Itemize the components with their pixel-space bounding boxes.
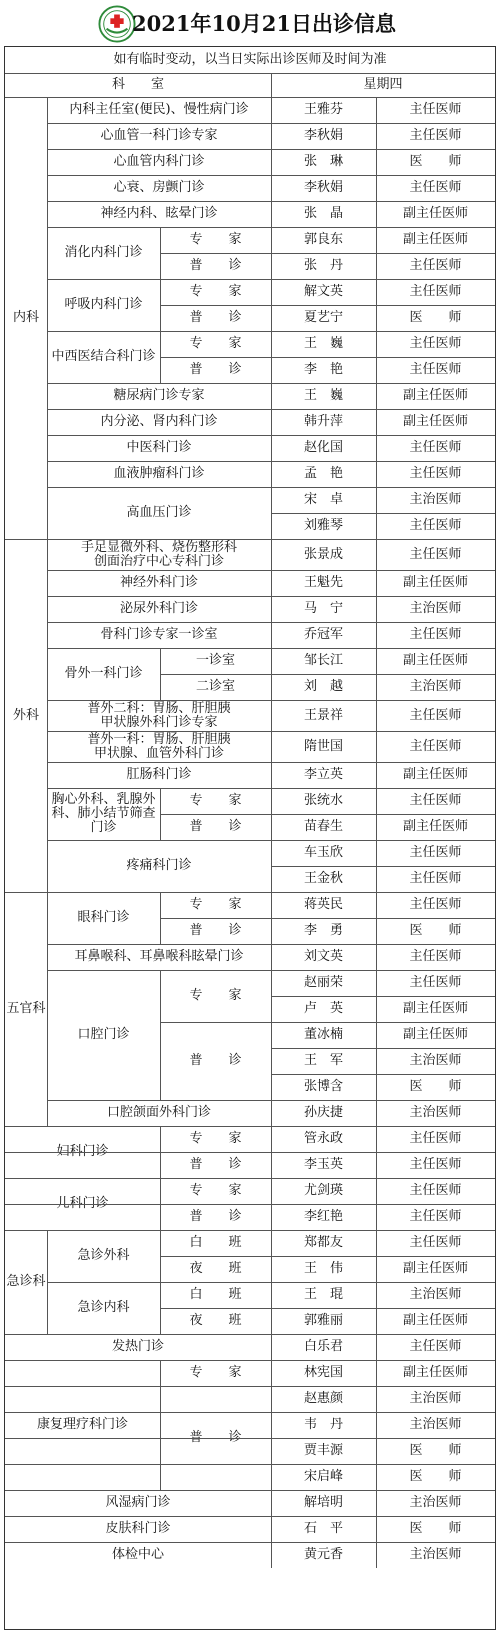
doctor-title: 主任医师	[409, 1157, 462, 1172]
column-divider	[271, 97, 272, 1568]
doctor-name: 王 伟	[303, 1261, 343, 1276]
doctor-name: 王 军	[303, 1053, 343, 1068]
doctor-name: 林宪国	[303, 1365, 343, 1380]
doctor-name: 王 琨	[303, 1287, 343, 1302]
group-label-jizhen: 急诊科	[6, 1274, 46, 1289]
doctor-name: 王 巍	[303, 388, 343, 403]
doctor-name: 管永政	[303, 1131, 343, 1146]
doctor-name: 张景成	[303, 546, 343, 562]
column-divider	[376, 97, 377, 1568]
doctor-name: 郭雅丽	[303, 1313, 343, 1328]
doctor-title: 主任医师	[409, 949, 462, 964]
clinic-name: 神经内科、眩晕门诊	[100, 206, 218, 221]
session-label: 专 家	[189, 1183, 242, 1198]
doctor-name: 郑都友	[303, 1235, 343, 1250]
column-divider	[160, 892, 161, 918]
column-divider	[160, 279, 161, 305]
clinic-name: 心血管内科门诊	[113, 154, 205, 169]
column-divider	[47, 1230, 48, 1334]
doctor-title: 主任医师	[409, 102, 462, 117]
doctor-name: 赵丽荣	[303, 975, 343, 990]
doctor-title: 医 师	[409, 1469, 462, 1484]
session-label: 专 家	[189, 1131, 242, 1146]
doctor-name: 隋世国	[303, 738, 343, 754]
doctor-title: 主任医师	[409, 180, 462, 195]
doctor-name: 苗春生	[303, 819, 343, 834]
doctor-title: 主任医师	[409, 707, 462, 723]
doctor-name: 解培明	[303, 1495, 343, 1510]
group-label-waike: 外科	[12, 707, 39, 723]
clinic-name: 骨外一科门诊	[64, 666, 143, 681]
doctor-title: 副主任医师	[402, 819, 468, 834]
clinic-name: 心衰、房颤门诊	[113, 180, 205, 195]
clinic-name: 泌尿外科门诊	[119, 601, 198, 616]
column-divider	[160, 1308, 161, 1334]
doctor-title: 主治医师	[409, 601, 462, 616]
doctor-name: 韩升萍	[303, 414, 343, 429]
session-label: 普 诊	[189, 819, 242, 834]
session-label: 普 诊	[189, 1053, 242, 1068]
doctor-name: 张博含	[303, 1079, 343, 1094]
session-label: 专 家	[189, 232, 242, 247]
doctor-name: 刘 越	[303, 679, 343, 694]
doctor-title: 副主任医师	[402, 767, 468, 782]
clinic-name: 神经外科门诊	[119, 575, 198, 590]
doctor-title: 主任医师	[409, 258, 462, 273]
doctor-name: 宋 卓	[303, 492, 343, 507]
doctor-name: 尤剑瑛	[303, 1183, 343, 1198]
session-label: 普 诊	[189, 923, 242, 938]
doctor-title: 副主任医师	[402, 1313, 468, 1328]
column-divider	[160, 357, 161, 383]
clinic-name: 眼科门诊	[77, 910, 130, 925]
doctor-name: 李秋娟	[303, 128, 343, 143]
clinic-name: 内分泌、肾内科门诊	[100, 414, 218, 429]
doctor-title: 副主任医师	[402, 232, 468, 247]
doctor-name: 张 丹	[303, 258, 343, 273]
doctor-title: 副主任医师	[402, 1261, 468, 1276]
notice-row: 如有临时变动，以当日实际出诊医师及时间为准	[113, 52, 387, 67]
session-label: 二诊室	[195, 679, 235, 694]
doctor-title: 医 师	[409, 310, 462, 325]
doctor-title: 主治医师	[409, 492, 462, 507]
doctor-title: 医 师	[409, 1443, 462, 1458]
doctor-title: 医 师	[409, 1079, 462, 1094]
doctor-title: 副主任医师	[402, 575, 468, 590]
doctor-name: 李玉英	[303, 1157, 343, 1172]
doctor-name: 王雅芬	[303, 102, 343, 117]
doctor-title: 主治医师	[409, 1053, 462, 1068]
column-divider	[160, 331, 161, 357]
doctor-title: 主任医师	[409, 546, 462, 562]
clinic-name: 消化内科门诊	[64, 245, 143, 260]
doctor-name: 李 勇	[303, 923, 343, 938]
doctor-name: 孟 艳	[303, 466, 343, 481]
doctor-name: 乔冠军	[303, 627, 343, 642]
doctor-title: 主任医师	[409, 336, 462, 351]
doctor-name: 张 晶	[303, 206, 343, 221]
doctor-name: 解文英	[303, 284, 343, 299]
session-label: 夜 班	[189, 1313, 242, 1328]
doctor-name: 贾丰源	[303, 1443, 343, 1458]
doctor-title: 主治医师	[409, 1417, 462, 1432]
doctor-title: 主治医师	[409, 1495, 462, 1510]
doctor-name: 张统水	[303, 793, 343, 808]
column-divider	[160, 788, 161, 814]
doctor-name: 韦 丹	[303, 1417, 343, 1432]
column-divider	[160, 253, 161, 279]
doctor-title: 主治医师	[409, 1287, 462, 1302]
clinic-name: 糖尿病门诊专家	[113, 388, 205, 403]
session-label: 普 诊	[189, 1430, 242, 1445]
doctor-title: 主任医师	[409, 128, 462, 143]
doctor-title: 主任医师	[409, 518, 462, 533]
clinic-name: 血液肿瘤科门诊	[113, 466, 205, 481]
doctor-name: 刘雅琴	[303, 518, 343, 533]
column-divider	[160, 970, 161, 1022]
doctor-name: 白乐君	[303, 1339, 343, 1354]
doctor-title: 主治医师	[409, 1391, 462, 1406]
clinic-name: 儿科门诊	[56, 1196, 109, 1211]
clinic-name: 耳鼻喉科、耳鼻喉科眩晕门诊	[74, 949, 244, 964]
clinic-name: 急诊内科	[77, 1300, 130, 1315]
column-header-dept: 科 室	[111, 77, 164, 92]
doctor-name: 郭良东	[303, 232, 343, 247]
doctor-name: 卢 英	[303, 1001, 343, 1016]
doctor-title: 主治医师	[409, 1105, 462, 1120]
doctor-title: 主任医师	[409, 1131, 462, 1146]
clinic-name: 呼吸内科门诊	[64, 297, 143, 312]
doctor-title: 主任医师	[409, 284, 462, 299]
column-divider	[160, 1360, 161, 1386]
session-label: 专 家	[189, 793, 242, 808]
session-label: 夜 班	[189, 1261, 242, 1276]
doctor-name: 石 平	[303, 1521, 343, 1536]
doctor-name: 赵惠颜	[303, 1391, 343, 1406]
clinic-name: 口腔颌面外科门诊	[106, 1105, 211, 1120]
column-divider	[160, 1282, 161, 1308]
schedule-table	[4, 46, 496, 1630]
column-divider	[160, 1256, 161, 1282]
doctor-title: 副主任医师	[402, 414, 468, 429]
header-divider	[271, 73, 272, 97]
doctor-title: 医 师	[409, 154, 462, 169]
doctor-title: 副主任医师	[402, 1365, 468, 1380]
session-label: 专 家	[189, 988, 242, 1003]
column-divider	[160, 1204, 161, 1230]
doctor-title: 医 师	[409, 923, 462, 938]
clinic-name: 骨科门诊专家一诊室	[100, 627, 218, 642]
doctor-name: 李 艳	[303, 362, 343, 377]
doctor-title: 主任医师	[409, 975, 462, 990]
doctor-name: 车玉欣	[303, 845, 343, 860]
doctor-title: 主任医师	[409, 1235, 462, 1250]
doctor-title: 主任医师	[409, 738, 462, 754]
clinic-name: 高血压门诊	[126, 505, 192, 520]
column-divider	[47, 539, 48, 892]
doctor-name: 邹长江	[303, 653, 343, 668]
column-divider	[160, 1178, 161, 1204]
doctor-title: 副主任医师	[402, 1001, 468, 1016]
doctor-name: 王魁先	[303, 575, 343, 590]
doctor-name: 黄元香	[303, 1547, 343, 1562]
column-header-day: 星期四	[363, 77, 403, 92]
column-divider	[160, 1152, 161, 1178]
column-divider	[160, 227, 161, 253]
doctor-title: 主任医师	[409, 871, 462, 886]
clinic-name: 急诊外科	[77, 1248, 130, 1263]
doctor-name: 刘文英	[303, 949, 343, 964]
doctor-title: 主任医师	[409, 1339, 462, 1354]
doctor-name: 夏艺宁	[303, 310, 343, 325]
doctor-title: 副主任医师	[402, 1027, 468, 1042]
column-divider	[160, 1230, 161, 1256]
session-label: 白 班	[189, 1235, 242, 1250]
doctor-title: 主任医师	[409, 897, 462, 912]
doctor-title: 主治医师	[409, 679, 462, 694]
session-label: 专 家	[189, 1365, 242, 1380]
doctor-title: 医 师	[409, 1521, 462, 1536]
doctor-title: 主任医师	[409, 793, 462, 808]
clinic-name: 疼痛科门诊	[126, 858, 192, 873]
clinic-name: 口腔门诊	[77, 1027, 130, 1042]
clinic-name: 皮肤科门诊	[105, 1521, 171, 1536]
doctor-name: 王 巍	[303, 336, 343, 351]
clinic-name: 手足显微外科、烧伤整形科 创面治疗中心专科门诊	[80, 539, 237, 569]
clinic-name: 中医科门诊	[126, 440, 192, 455]
doctor-title: 主任医师	[409, 466, 462, 481]
doctor-title: 主任医师	[409, 627, 462, 642]
column-divider	[160, 1386, 161, 1490]
page-title: 2021年10月21日出诊信息	[132, 11, 396, 36]
session-label: 普 诊	[189, 258, 242, 273]
doctor-name: 张 琳	[303, 154, 343, 169]
doctor-name: 蒋英民	[303, 897, 343, 912]
clinic-name: 康复理疗科门诊	[36, 1417, 128, 1432]
session-label: 专 家	[189, 284, 242, 299]
clinic-name: 风湿病门诊	[105, 1495, 171, 1510]
clinic-name: 心血管一科门诊专家	[100, 128, 218, 143]
column-divider	[160, 814, 161, 840]
clinic-name: 肛肠科门诊	[126, 767, 192, 782]
doctor-title: 副主任医师	[402, 388, 468, 403]
column-divider	[160, 918, 161, 944]
doctor-name: 王金秋	[303, 871, 343, 886]
doctor-name: 李红艳	[303, 1209, 343, 1224]
doctor-title: 主任医师	[409, 362, 462, 377]
doctor-name: 李立英	[303, 767, 343, 782]
column-divider	[160, 674, 161, 700]
clinic-name: 普外一科：胃肠、肝胆胰 甲状腺、血管外科门诊	[87, 731, 231, 761]
clinic-name: 内科主任室(便民)、慢性病门诊	[69, 102, 249, 117]
doctor-title: 副主任医师	[402, 206, 468, 221]
column-divider	[160, 1022, 161, 1100]
group-label-wuguan: 五官科	[6, 1001, 46, 1016]
doctor-name: 宋启峰	[303, 1469, 343, 1484]
session-label: 普 诊	[189, 1209, 242, 1224]
column-divider	[47, 97, 48, 539]
clinic-name: 普外二科：胃肠、肝胆胰 甲状腺外科门诊专家	[87, 700, 231, 730]
doctor-name: 马 宁	[303, 601, 343, 616]
doctor-title: 主任医师	[409, 845, 462, 860]
clinic-name: 妇科门诊	[56, 1144, 109, 1159]
doctor-title: 副主任医师	[402, 653, 468, 668]
doctor-name: 李秋娟	[303, 180, 343, 195]
doctor-title: 主治医师	[409, 1547, 462, 1562]
doctor-name: 董冰楠	[303, 1027, 343, 1042]
column-divider	[160, 648, 161, 674]
clinic-name: 发热门诊	[111, 1339, 164, 1354]
doctor-title: 主任医师	[409, 1183, 462, 1198]
doctor-name: 赵化国	[303, 440, 343, 455]
clinic-name: 中西医结合科门诊	[51, 349, 156, 364]
session-label: 一诊室	[195, 653, 235, 668]
doctor-title: 主任医师	[409, 1209, 462, 1224]
session-label: 专 家	[189, 897, 242, 912]
session-label: 专 家	[189, 336, 242, 351]
column-divider	[47, 892, 48, 1126]
column-divider	[160, 1126, 161, 1152]
session-label: 白 班	[189, 1287, 242, 1302]
group-label-neike: 内科	[12, 310, 39, 325]
session-label: 普 诊	[189, 1157, 242, 1172]
column-divider	[160, 305, 161, 331]
doctor-name: 王景祥	[303, 707, 343, 723]
page-header	[0, 0, 500, 46]
clinic-name: 体检中心	[111, 1547, 164, 1562]
clinic-name: 胸心外科、乳腺外 科、肺小结节筛查 门诊	[51, 792, 156, 835]
doctor-title: 主任医师	[409, 440, 462, 455]
doctor-name: 孙庆捷	[303, 1105, 343, 1120]
session-label: 普 诊	[189, 362, 242, 377]
session-label: 普 诊	[189, 310, 242, 325]
